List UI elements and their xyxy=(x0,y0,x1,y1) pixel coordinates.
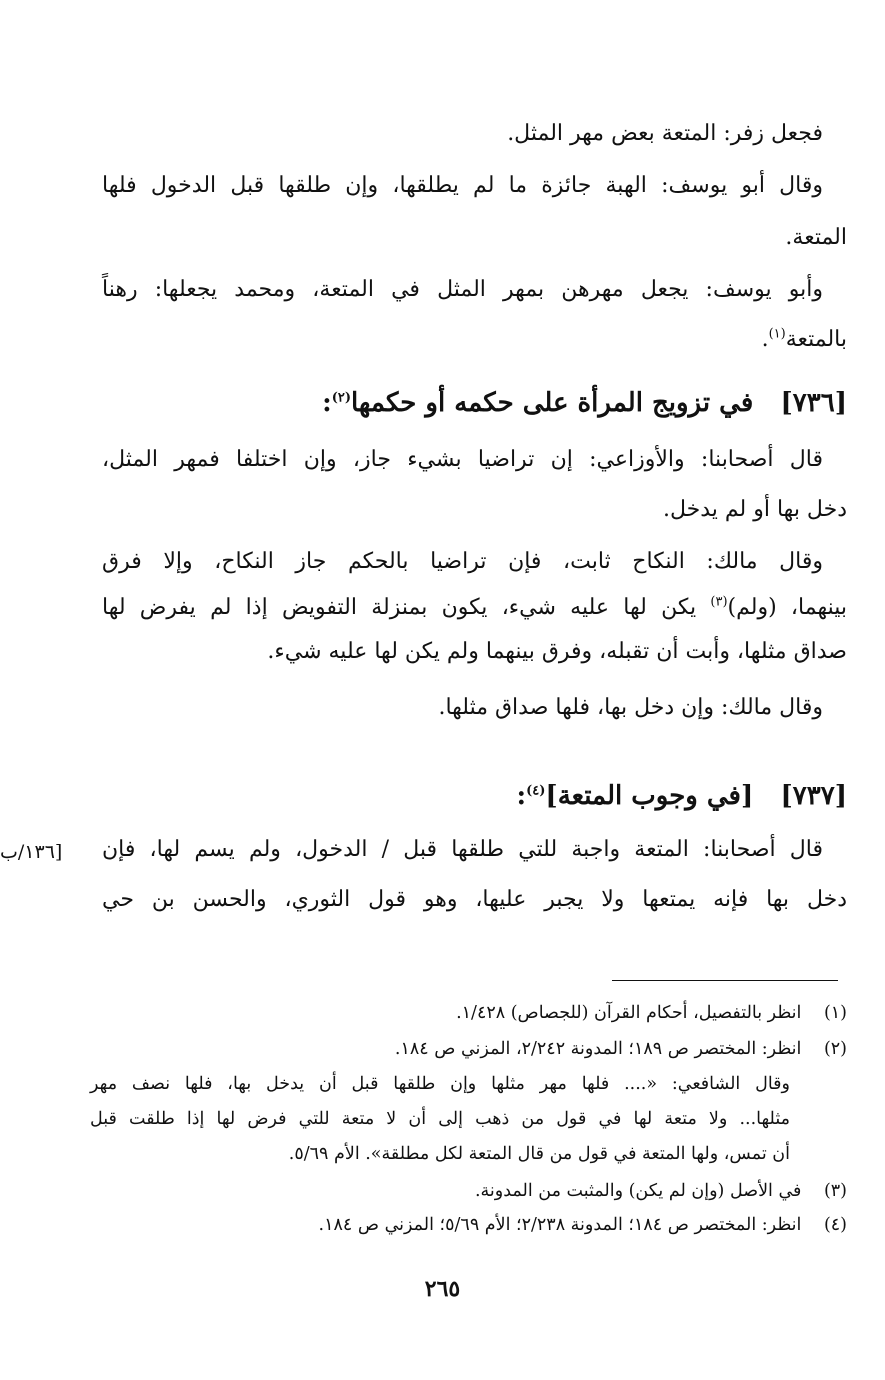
body-line-12: قال أصحابنا: المتعة واجبة للتي طلقها قبل / الدخول، ولم يسم لها، فإن xyxy=(102,837,823,862)
section-number: [٧٣٧] xyxy=(780,781,847,811)
section-heading-736 xyxy=(322,383,847,423)
footnote-mark: (١) xyxy=(823,1003,847,1023)
section-title: [في وجوب المتعة] xyxy=(545,781,754,811)
footnote-separator xyxy=(612,980,838,981)
footnote-2-cont-3: أن تمس، ولها المتعة في قول من قال المتعة لكل مطلقة». الأم ٥/٦٩. xyxy=(288,1144,790,1164)
footnote-2-cont-2: مثلها... ولا متعة لها في قول من ذهب إلى أن لا متعة للتي فرض لها إذا طلقت قبل xyxy=(90,1109,790,1129)
body-line-11: وقال مالك: وإن دخل بها، فلها صداق مثلها. xyxy=(438,695,823,720)
section-title: في تزويج المرأة على حكمه أو حكمها xyxy=(351,388,754,418)
footnote-ref-2[interactable]: (٢) xyxy=(331,390,351,406)
section-heading-737 xyxy=(517,776,847,816)
body-line-6: قال أصحابنا: والأوزاعي: إن تراضيا بشيء جاز، وإن اختلفا فمهر المثل، xyxy=(102,447,823,472)
footnote-text: انظر: المختصر ص ١٨٤؛ المدونة ٢/٢٣٨؛ الأم ٥/٦٩؛ المزني ص ١٨٤. xyxy=(318,1215,802,1235)
section-title-end: : xyxy=(322,388,332,418)
footnote-1 xyxy=(92,1000,847,1027)
footnote-ref-1[interactable]: (١) xyxy=(768,326,786,342)
footnote-text: انظر: المختصر ص ١٨٩؛ المدونة ٢/٢٤٢، المزني ص ١٨٤. xyxy=(394,1039,802,1059)
body-line-7: دخل بها أو لم يدخل. xyxy=(662,497,847,522)
footnote-3 xyxy=(92,1178,847,1205)
body-line-5-end: . xyxy=(761,327,769,352)
body-line-9-b: يكن لها عليه شيء، يكون بمنزلة التفويض إذا لم يفرض لها xyxy=(102,595,711,620)
footnote-ref-3[interactable]: (٣) xyxy=(710,594,728,610)
body-line-3: المتعة. xyxy=(785,225,847,250)
body-line-13: دخل بها فإنه يمتعها ولا يجبر عليها، وهو قول الثوري، والحسن بن حي xyxy=(102,887,847,912)
body-line-10: صداق مثلها، وأبت أن تقبله، وفرق بينهما ولم يكن لها عليه شيء. xyxy=(267,639,847,664)
footnote-text: في الأصل (وإن لم يكن) والمثبت من المدونة. xyxy=(474,1181,802,1201)
footnote-2-cont-1: وقال الشافعي: «.... فلها مهر مثلها وإن طلقها قبل أن يدخل بها، فلها نصف مهر xyxy=(90,1074,790,1094)
footnote-ref-4[interactable]: (٤) xyxy=(526,783,546,799)
body-line-2: وقال أبو يوسف: الهبة جائزة ما لم يطلقها، وإن طلقها قبل الدخول فلها xyxy=(102,173,823,198)
footnote-mark: (٤) xyxy=(823,1215,847,1235)
section-number: [٧٣٦] xyxy=(780,388,847,418)
body-line-9-a: بينهما، (ولم) xyxy=(727,595,847,620)
footnote-4 xyxy=(92,1212,847,1239)
footnote-mark: (٣) xyxy=(823,1181,847,1201)
body-line-5 xyxy=(762,324,847,356)
footnote-2 xyxy=(92,1036,847,1063)
body-line-5-text: بالمتعة xyxy=(785,327,847,352)
section-title-end: : xyxy=(516,781,527,811)
body-line-1: فجعل زفر: المتعة بعض مهر المثل. xyxy=(507,121,823,146)
body-line-9 xyxy=(102,592,847,624)
margin-folio-note: [١٣٦/ب xyxy=(0,841,63,863)
footnote-text: انظر بالتفصيل، أحكام القرآن (للجصاص) ١/٤٢٨. xyxy=(456,1003,802,1023)
body-line-8: وقال مالك: النكاح ثابت، فإن تراضيا بالحكم جاز النكاح، وإلا فرق xyxy=(102,549,823,574)
body-line-4: وأبو يوسف: يجعل مهرهن بمهر المثل في المتعة، ومحمد يجعلها: رهناً xyxy=(102,277,823,302)
page-number: ٢٦٥ xyxy=(424,1276,461,1302)
footnote-mark: (٢) xyxy=(823,1039,847,1059)
